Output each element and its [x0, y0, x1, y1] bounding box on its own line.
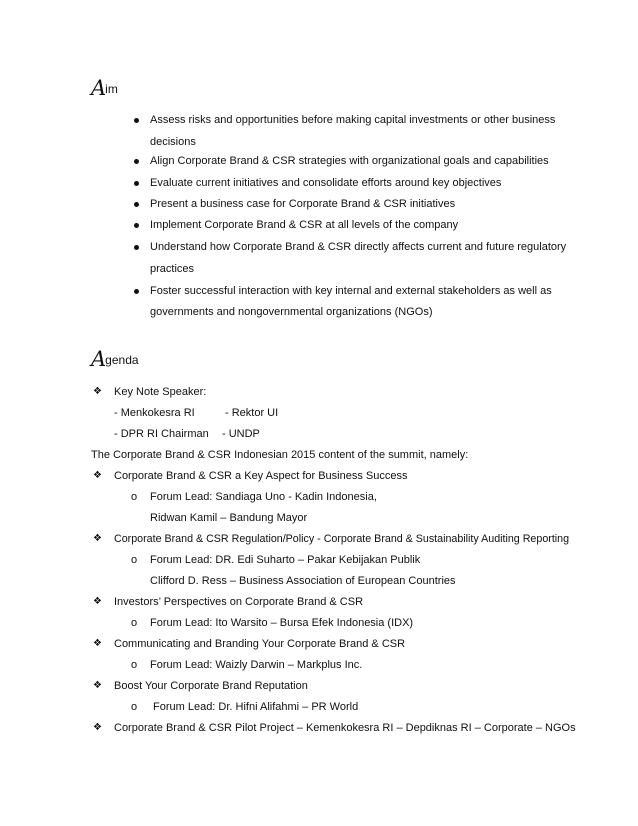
topic-title: Communicating and Branding Your Corporate Brand & CSR [114, 638, 406, 650]
keynote-speaker: - UNDP [222, 428, 260, 440]
keynote-speaker: - Menkokesra RI [114, 407, 195, 419]
topic-lead: Forum Lead: Ito Warsito – Bursa Efek Indonesia (IDX) [150, 617, 414, 629]
aim-bullet-continuation: practices [150, 263, 195, 275]
diamond-bullet-icon: ❖ [93, 596, 102, 607]
agenda-intro: The Corporate Brand & CSR Indonesian 2015 content of the summit, namely: [91, 449, 469, 461]
diamond-bullet-icon: ❖ [93, 722, 102, 733]
topic-title: Boost Your Corporate Brand Reputation [114, 680, 308, 692]
agenda-heading-rest: genda [105, 353, 139, 367]
aim-bullet: Evaluate current initiatives and consolidate efforts around key objectives [150, 177, 502, 189]
sub-bullet-icon: o [131, 659, 138, 671]
keynote-speaker: - DPR RI Chairman [114, 428, 209, 440]
aim-heading [91, 76, 118, 100]
bullet-dot [134, 245, 139, 250]
bullet-dot [134, 289, 139, 294]
agenda-heading-initial: A [91, 347, 106, 371]
sub-bullet-icon: o [131, 701, 138, 713]
aim-bullet: Present a business case for Corporate Brand & CSR initiatives [150, 198, 456, 210]
diamond-bullet-icon: ❖ [93, 680, 102, 691]
topic-lead: Forum Lead: Dr. Hifni Alifahmi – PR World [153, 701, 359, 713]
aim-bullet: Align Corporate Brand & CSR strategies with organizational goals and capabilities [150, 155, 549, 167]
sub-bullet-icon: o [131, 491, 138, 503]
diamond-bullet-icon: ❖ [93, 533, 102, 544]
sub-bullet-icon: o [131, 617, 138, 629]
diamond-bullet-icon: ❖ [93, 470, 102, 481]
topic-lead: Forum Lead: Sandiaga Uno - Kadin Indonesia, [150, 491, 377, 503]
aim-bullet: Implement Corporate Brand & CSR at all levels of the company [150, 219, 459, 231]
diamond-bullet-icon: ❖ [93, 638, 102, 649]
aim-bullet-continuation: governments and nongovernmental organizations (NGOs) [150, 306, 433, 318]
topic-title: Corporate Brand & CSR a Key Aspect for Business Success [114, 470, 408, 482]
aim-bullet: Foster successful interaction with key internal and external stakeholders as well as [150, 285, 552, 297]
keynote-title: Key Note Speaker: [114, 386, 207, 398]
topic-lead: Forum Lead: Waizly Darwin – Markplus Inc. [150, 659, 363, 671]
aim-bullet: Understand how Corporate Brand & CSR directly affects current and future regulatory [150, 241, 567, 253]
bullet-dot [134, 118, 139, 123]
agenda-heading [91, 347, 139, 371]
topic-lead: Forum Lead: DR. Edi Suharto – Pakar Kebijakan Publik [150, 554, 421, 566]
aim-heading-initial: A [91, 76, 106, 100]
aim-bullet-continuation: decisions [150, 136, 196, 148]
topic-lead-continuation: Clifford D. Ress – Business Association of European Countries [150, 575, 456, 587]
topic-title: Corporate Brand & CSR Pilot Project – Kemenkokesra RI – Depdiknas RI – Corporate – NGOs [114, 722, 576, 734]
topic-lead-continuation: Ridwan Kamil – Bandung Mayor [150, 512, 308, 524]
bullet-dot [134, 223, 139, 228]
bullet-dot [134, 202, 139, 207]
topic-title: Corporate Brand & CSR Regulation/Policy - Corporate Brand & Sustainability Auditing Reporting [114, 533, 570, 545]
bullet-dot [134, 181, 139, 186]
keynote-speaker: - Rektor UI [225, 407, 279, 419]
sub-bullet-icon: o [131, 554, 138, 566]
bullet-dot [134, 159, 139, 164]
diamond-bullet-icon: ❖ [93, 386, 102, 397]
topic-title: Investors’ Perspectives on Corporate Brand & CSR [114, 596, 364, 608]
aim-bullet: Assess risks and opportunities before making capital investments or other business [150, 114, 556, 126]
aim-heading-rest: im [105, 82, 118, 96]
